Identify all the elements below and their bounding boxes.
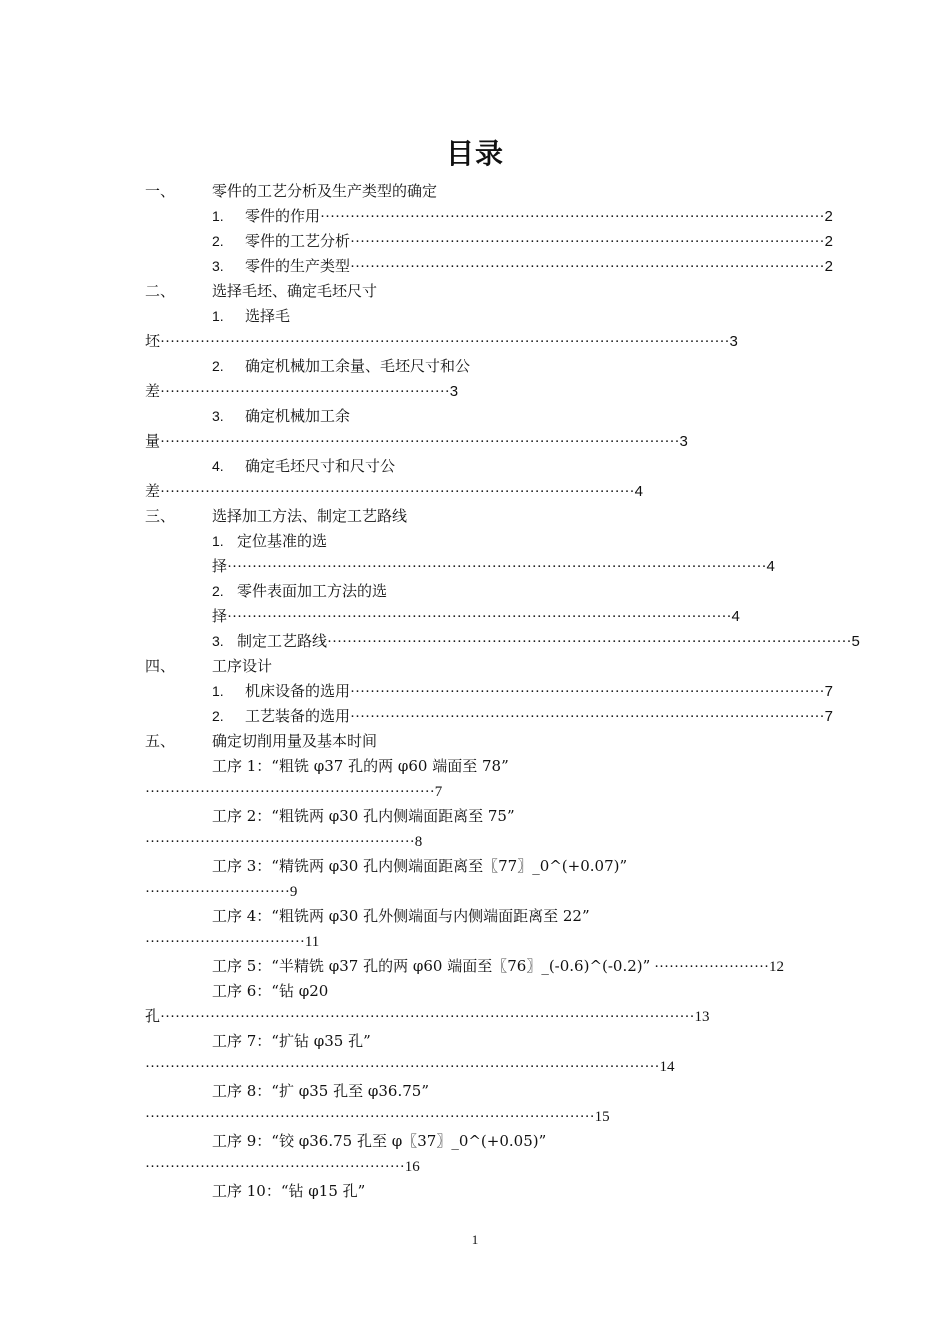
toc-entry[interactable]: 1. 选择毛: [212, 307, 291, 325]
section-number: 三、: [145, 507, 176, 525]
procedure-leader[interactable]: ·····························9: [145, 884, 298, 900]
leader-dots: ·······························································································: [350, 709, 825, 725]
toc-entry-continuation[interactable]: 差·······························································································4: [145, 482, 643, 500]
toc-entry[interactable]: 1. 机床设备的选用·······························································································7: [212, 682, 833, 700]
leader-dots: ·····································································································: [320, 209, 825, 225]
procedure-entry[interactable]: 工序 2：“粗铣两 φ30 孔内侧端面距离至 75”: [212, 807, 515, 825]
leader-dots: ·······························································································: [350, 684, 825, 700]
procedure-entry[interactable]: 工序 1：“粗铣 φ37 孔的两 φ60 端面至 78”: [212, 757, 509, 775]
procedure-entry[interactable]: 工序 6：“钻 φ20: [212, 982, 329, 1000]
section-number: 二、: [145, 282, 176, 300]
leader-dots: ·······························································································: [350, 234, 825, 250]
toc-entry[interactable]: 2. 确定机械加工余量、毛坯尺寸和公: [212, 357, 471, 375]
procedure-entry[interactable]: 工序 3：“精铣两 φ30 孔内侧端面距离至〖77〗_0^(+0.07)”: [212, 857, 628, 875]
toc-entry-continuation[interactable]: 量········································································································3: [145, 432, 688, 450]
section-label: 零件的工艺分析及生产类型的确定: [212, 182, 438, 200]
toc-entry[interactable]: 4. 确定毛坯尺寸和尺寸公: [212, 457, 396, 475]
toc-entry-continuation[interactable]: 择·····································································································4: [212, 607, 740, 625]
toc-entry-continuation[interactable]: 择············································································································4: [212, 557, 775, 575]
section-number: 四、: [145, 657, 176, 675]
section-3: [145, 506, 408, 526]
toc-entry-continuation[interactable]: 坯··················································································································3: [145, 332, 738, 350]
procedure-entry[interactable]: 工序 4：“粗铣两 φ30 孔外侧端面与内侧端面距离至 22”: [212, 907, 590, 925]
toc-entry[interactable]: 2. 零件表面加工方法的选: [212, 582, 388, 600]
procedure-entry[interactable]: 工序 10：“钻 φ15 孔”: [212, 1182, 366, 1200]
toc-entry[interactable]: 2. 工艺装备的选用·······························································································7: [212, 707, 833, 725]
toc-entry[interactable]: 3. 确定机械加工余: [212, 407, 351, 425]
section-label: 工序设计: [212, 657, 273, 675]
section-label: 确定切削用量及基本时间: [212, 732, 378, 750]
toc-entry[interactable]: 3. 零件的生产类型·······························································································2: [212, 257, 833, 275]
section-label: 选择毛坯、确定毛坯尺寸: [212, 282, 378, 300]
section-label: 选择加工方法、制定工艺路线: [212, 507, 408, 525]
toc-entry[interactable]: 3. 制定工艺路线·········································································································5: [212, 632, 860, 650]
section-5: [145, 731, 378, 751]
procedure-entry[interactable]: 工序 7：“扩钻 φ35 孔”: [212, 1032, 371, 1050]
procedure-leader[interactable]: ······················································8: [145, 834, 423, 850]
procedure-entry[interactable]: 工序 5：“半精铣 φ37 孔的两 φ60 端面至〖76〗_(-0.6)^(-0.2)” ·······················12: [212, 957, 784, 975]
toc-entry-continuation[interactable]: 差··························································3: [145, 382, 459, 400]
procedure-entry[interactable]: 工序 8：“扩 φ35 孔至 φ36.75”: [212, 1082, 429, 1100]
page-number: 1: [471, 1232, 479, 1247]
toc-title: 目录: [445, 137, 504, 170]
section-4: [145, 656, 273, 676]
section-1: [145, 181, 438, 201]
procedure-leader[interactable]: 孔···········································································································13: [145, 1007, 710, 1025]
procedure-leader[interactable]: ··························································7: [145, 784, 443, 800]
toc-entry[interactable]: 2. 零件的工艺分析·······························································································2: [212, 232, 833, 250]
procedure-entry[interactable]: 工序 9：“铰 φ36.75 孔至 φ〖37〗_0^(+0.05)”: [212, 1132, 547, 1150]
section-number: 五、: [145, 732, 176, 750]
procedure-leader[interactable]: ·······································································································14: [145, 1059, 675, 1075]
section-2: [145, 281, 378, 301]
section-number: 一、: [145, 182, 176, 200]
procedure-leader[interactable]: ····················································16: [145, 1159, 420, 1175]
toc-entry[interactable]: 1. 零件的作用·····································································································2: [212, 207, 833, 225]
leader-dots: ·········································································································: [327, 634, 852, 650]
toc-entry[interactable]: 1. 定位基准的选: [212, 532, 328, 550]
leader-dots: ·······························································································: [350, 259, 825, 275]
procedure-leader[interactable]: ································11: [145, 934, 320, 950]
procedure-leader[interactable]: ··························································································15: [145, 1109, 610, 1125]
